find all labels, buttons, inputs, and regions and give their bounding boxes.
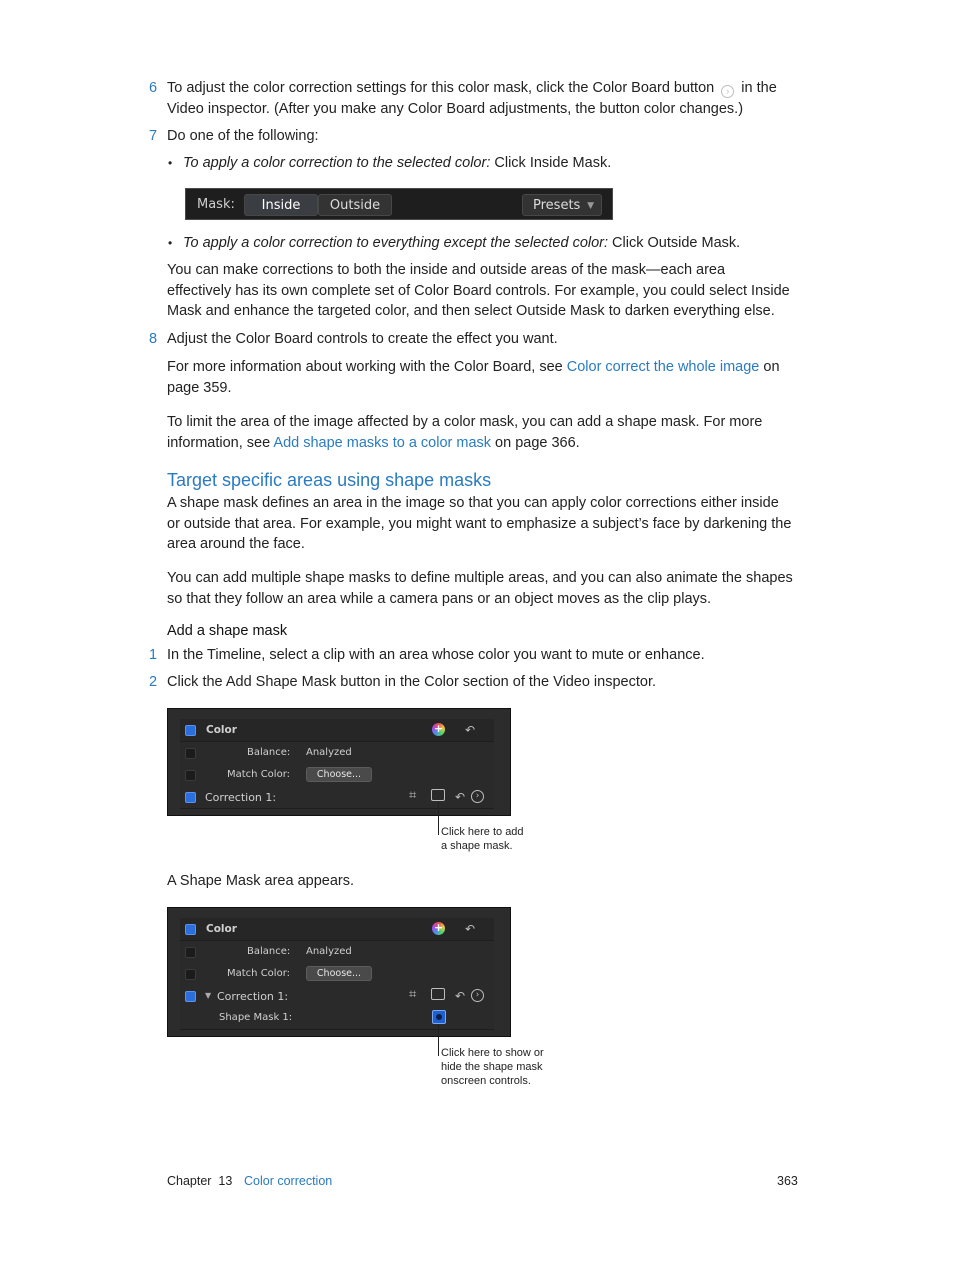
add-color-mask-icon[interactable]: ⌗ <box>409 987 417 1002</box>
match-color-checkbox[interactable] <box>185 770 196 781</box>
reset-icon[interactable]: ↶ <box>455 989 466 1003</box>
step-number: 1 <box>149 647 158 663</box>
reset-icon[interactable]: ↶ <box>465 922 476 936</box>
balance-checkbox[interactable] <box>185 947 196 958</box>
choose-button[interactable]: Choose... <box>306 767 372 782</box>
inside-mask-button[interactable]: Inside <box>244 194 318 216</box>
step-number: 6 <box>149 80 158 96</box>
add-shape-mask-icon[interactable] <box>431 789 445 801</box>
mask-label: Mask: <box>197 197 235 212</box>
match-color-checkbox[interactable] <box>185 969 196 980</box>
presets-popup[interactable]: Presets ▼ <box>522 194 602 216</box>
footer-chapter: Chapter 13 <box>167 1174 233 1188</box>
correction-label: Correction 1: <box>205 791 277 804</box>
mask-bar <box>185 188 613 220</box>
video-inspector-color-panel <box>167 708 511 816</box>
shape-mask-icon <box>436 1014 442 1020</box>
step-text: Click the Add Shape Mask button in the Color section of the Video inspector. <box>167 674 656 690</box>
add-shape-mask-icon[interactable] <box>431 988 445 1000</box>
step-text: In the Timeline, select a clip with an area whose color you want to mute or enhance. <box>167 647 705 663</box>
color-enable-checkbox[interactable] <box>185 924 196 935</box>
correction-enable-checkbox[interactable] <box>185 991 196 1002</box>
match-color-row <box>180 963 494 986</box>
step-text: To adjust the color correction settings for this color mask, click the Color Board button › in the Video inspector. (After you make any Color Board adjustments, the button color changes.) <box>167 80 777 117</box>
add-shape-masks-link[interactable]: Add shape masks to a color mask <box>273 434 492 451</box>
match-color-label: Match Color: <box>227 968 290 979</box>
video-inspector-color-panel-with-shape-mask <box>167 907 511 1037</box>
callout-line <box>438 802 439 835</box>
step-text: Do one of the following: <box>167 128 319 144</box>
bullet-text: To apply a color correction to the selected color: Click Inside Mask. <box>183 155 612 171</box>
color-board-button-icon[interactable]: › <box>471 989 484 1002</box>
correction-row <box>180 985 494 1008</box>
shape-mask-label: Shape Mask 1: <box>219 1012 293 1023</box>
task-heading: Add a shape mask <box>167 623 288 639</box>
color-enable-checkbox[interactable] <box>185 725 196 736</box>
step-number: 2 <box>149 674 158 690</box>
bullet-icon: • <box>168 156 173 170</box>
add-correction-icon[interactable]: + <box>433 722 444 735</box>
paragraph: A shape mask defines an area in the image so that you can apply color corrections either inside or outside that area. For example, you might want to emphasize a subject’s face by darkening the area around the face. <box>167 495 792 552</box>
callout-line <box>438 1024 439 1056</box>
paragraph: You can make corrections to both the inside and outside areas of the mask—each area effectively has its own complete set of Color Board controls. For example, you could select Inside Mask and enhance the targeted color, and then select Outside Mask to darken everything else. <box>167 262 790 319</box>
callout-add-shape-mask: Click here to add a shape mask. <box>441 826 524 852</box>
step-number: 8 <box>149 331 158 347</box>
color-label: Color <box>206 724 237 736</box>
page-number: 363 <box>777 1174 798 1188</box>
paragraph: For more information about working with the Color Board, see Color correct the whole image on page 359. <box>167 359 780 396</box>
balance-checkbox[interactable] <box>185 748 196 759</box>
correction-label: Correction 1: <box>217 990 289 1003</box>
paragraph: To limit the area of the image affected by a color mask, you can add a shape mask. For more information, see Add shape masks to a color mask on page 366. <box>167 414 763 451</box>
color-row <box>180 918 494 941</box>
color-row <box>180 719 494 742</box>
bullet-icon: • <box>168 236 173 250</box>
paragraph: You can add multiple shape masks to define multiple areas, and you can also animate the shapes so that they follow an area while a camera pans or an object moves as the clip plays. <box>167 570 793 607</box>
shape-mask-toggle-button[interactable] <box>432 1010 446 1024</box>
add-color-mask-icon[interactable]: ⌗ <box>409 788 417 803</box>
chevron-down-icon: ▼ <box>587 201 594 211</box>
reset-icon[interactable]: ↶ <box>455 790 466 804</box>
balance-row <box>180 742 494 765</box>
add-correction-icon[interactable]: + <box>433 921 444 934</box>
color-label: Color <box>206 923 237 935</box>
choose-button[interactable]: Choose... <box>306 966 372 981</box>
reset-icon[interactable]: ↶ <box>465 723 476 737</box>
bullet-text: To apply a color correction to everything except the selected color: Click Outside Mask. <box>183 235 741 251</box>
outside-mask-button[interactable]: Outside <box>318 194 392 216</box>
color-board-button-icon[interactable]: › <box>471 790 484 803</box>
balance-label: Balance: <box>247 946 291 957</box>
correction-enable-checkbox[interactable] <box>185 792 196 803</box>
match-color-row <box>180 764 494 787</box>
section-heading: Target specific areas using shape masks <box>167 470 492 490</box>
balance-label: Balance: <box>247 747 291 758</box>
footer-section-link[interactable]: Color correction <box>244 1174 333 1188</box>
color-correct-link[interactable]: Color correct the whole image <box>566 359 760 375</box>
correction-row <box>180 786 494 809</box>
step-number: 7 <box>149 128 158 144</box>
balance-value: Analyzed <box>306 747 352 758</box>
shape-mask-row <box>180 1007 494 1030</box>
disclosure-triangle-icon[interactable]: ▼ <box>205 991 212 1000</box>
balance-row <box>180 941 494 964</box>
step-text: Adjust the Color Board controls to create the effect you want. <box>167 331 558 347</box>
callout-shape-mask-toggle: Click here to show or hide the shape mask onscreen controls. <box>441 1047 544 1087</box>
match-color-label: Match Color: <box>227 769 290 780</box>
color-board-button-icon: › <box>721 85 734 98</box>
paragraph: A Shape Mask area appears. <box>167 873 355 889</box>
balance-value: Analyzed <box>306 946 352 957</box>
